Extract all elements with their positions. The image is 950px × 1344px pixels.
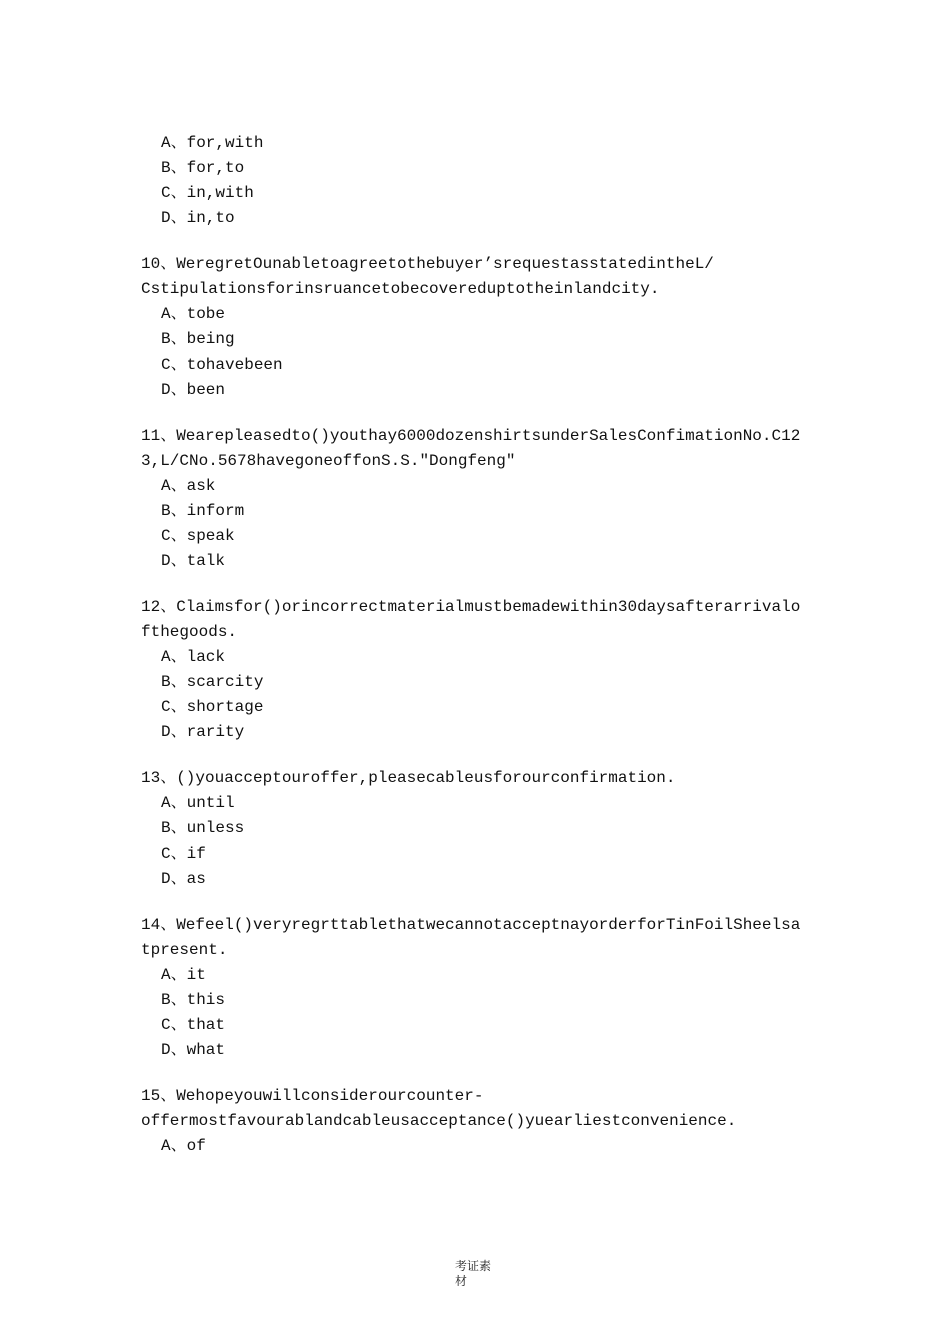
- option-a: A、for,with: [161, 134, 264, 152]
- question-11: [141, 424, 800, 575]
- question-13: [141, 766, 800, 891]
- question-15: [141, 1084, 800, 1159]
- option-a: A、until: [161, 794, 235, 813]
- option-d: D、as: [161, 869, 206, 888]
- question-text-line: 13、()youacceptouroffer,pleasecableusforourconfirmation.: [141, 769, 676, 788]
- option-d: D、what: [161, 1040, 226, 1059]
- option-b: B、unless: [161, 819, 245, 838]
- option-a: A、ask: [161, 476, 216, 495]
- option-d: D、in,to: [161, 209, 235, 228]
- question-12: [141, 595, 800, 746]
- question-text-line: 3,L/CNo.5678havegoneoffonS.S.″Dongfeng″: [141, 451, 516, 470]
- question-text-line: 15、Wehopeyouwillconsiderourcounter-: [141, 1086, 484, 1105]
- option-b: B、scarcity: [161, 673, 264, 692]
- option-b: B、inform: [161, 501, 245, 520]
- option-c: C、speak: [161, 526, 235, 545]
- question-text-line: 10、WeregretOunabletoagreetothebuyer’srequestasstatedintheL/: [141, 255, 714, 274]
- option-c: C、tohavebeen: [161, 355, 283, 374]
- option-a: A、lack: [161, 648, 226, 667]
- question-list: [141, 131, 800, 1159]
- option-d: D、been: [161, 380, 226, 399]
- question-text-line: fthegoods.: [141, 622, 238, 641]
- option-b: B、for,to: [161, 159, 245, 178]
- question-text-line: offermostfavourablandcableusacceptance()yuearliestconvenience.: [141, 1111, 737, 1130]
- page-footer: 考证素材: [455, 1259, 492, 1288]
- previous-question-options: [141, 131, 800, 231]
- option-c: C、in,with: [161, 184, 254, 203]
- option-b: B、this: [161, 990, 226, 1009]
- option-a: A、it: [161, 965, 206, 984]
- option-a: A、tobe: [161, 305, 226, 324]
- question-text-line: Cstipulationsforinsruancetobecovereduptotheinlandcity.: [141, 280, 660, 299]
- option-b: B、being: [161, 330, 235, 349]
- option-a: A、of: [161, 1137, 206, 1156]
- question-10: [141, 252, 800, 403]
- option-d: D、talk: [161, 552, 226, 570]
- option-c: C、if: [161, 844, 206, 863]
- question-14: [141, 913, 800, 1064]
- question-text-line: 14、Wefeel()veryregrttablethatwecannotacceptnayorderforTinFoilSheelsa: [141, 915, 801, 934]
- option-c: C、that: [161, 1015, 226, 1034]
- question-text-line: 12、Claimsfor()orincorrectmaterialmustbemadewithin30daysafterarrivalo: [141, 597, 801, 616]
- option-c: C、shortage: [161, 698, 264, 717]
- question-text-line: 11、Wearepleasedto()youthay6000dozenshirtsunderSalesConfimationNo.C12: [141, 426, 801, 445]
- question-text-line: tpresent.: [141, 940, 228, 959]
- option-d: D、rarity: [161, 723, 245, 742]
